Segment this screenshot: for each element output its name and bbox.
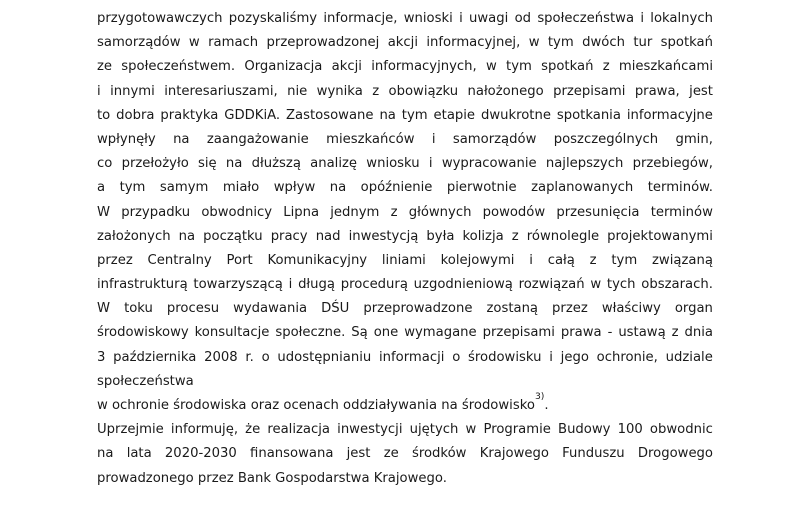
word: projektowanymi	[607, 228, 713, 244]
word: wynika	[316, 83, 363, 99]
word: i	[428, 156, 433, 172]
word: praktyka	[160, 107, 219, 123]
word: zaplanowanych	[531, 180, 634, 196]
word: to	[97, 107, 111, 123]
word: społeczeństwem.	[121, 59, 236, 75]
word: z	[511, 228, 519, 244]
word: a	[97, 180, 106, 196]
word: przełożyło	[121, 156, 189, 172]
word: miało	[222, 180, 260, 196]
text-line	[97, 321, 713, 345]
word: Są	[351, 325, 368, 341]
word: i	[459, 11, 463, 26]
word: od	[514, 11, 532, 26]
text-line	[97, 297, 713, 321]
word: tym	[506, 59, 532, 75]
word: one	[373, 325, 399, 341]
word: uwagi	[469, 11, 509, 26]
word: zaangażowanie	[206, 131, 309, 147]
word: z	[372, 83, 380, 99]
word: tym	[547, 35, 574, 51]
word: wpływ	[273, 180, 316, 196]
word: pierwotnie	[446, 180, 517, 196]
word: ochronie,	[596, 349, 658, 365]
word: w	[188, 35, 200, 51]
word: przez	[552, 301, 588, 317]
word: na	[173, 131, 190, 147]
word: wnioski	[403, 11, 453, 26]
word: lokalnych	[650, 11, 713, 26]
word: głównych	[408, 204, 472, 220]
word: W	[97, 301, 111, 317]
word: związaną	[652, 252, 713, 268]
word: realizacja	[267, 422, 331, 438]
word: inwestycji	[337, 422, 403, 438]
word: wniosku	[366, 156, 420, 172]
word: na	[379, 107, 396, 123]
word: informacyjnej,	[426, 35, 521, 51]
word: w	[465, 422, 477, 438]
word: mieszkańców	[326, 131, 415, 147]
word: tur	[633, 35, 653, 51]
text-line	[97, 201, 713, 225]
text-line: prowadzonego przez Bank Gospodarstwa Krajowego.	[97, 470, 447, 486]
word: akcji	[331, 59, 362, 75]
word: jego	[560, 349, 589, 365]
word: i	[97, 83, 101, 99]
word: z	[589, 252, 597, 268]
word: konsultacje	[194, 325, 270, 341]
text-line: społeczeństwa	[97, 373, 194, 389]
word: na	[225, 156, 243, 172]
word: o	[452, 349, 461, 365]
word: jednym	[330, 204, 380, 220]
word: jest	[346, 446, 371, 462]
word: powodów	[482, 204, 546, 220]
word: lata	[126, 446, 152, 462]
text-line	[97, 152, 713, 176]
word: poszczególnych	[553, 131, 659, 147]
word: dnia	[684, 325, 713, 341]
word: dwukrotne	[480, 107, 551, 123]
word: nałożonego	[467, 83, 544, 99]
word: w	[528, 35, 540, 51]
word: z	[602, 59, 610, 75]
word: samorządów	[97, 35, 181, 51]
word: co	[97, 156, 113, 172]
word: spotkań	[541, 59, 594, 75]
word: wydawania	[233, 301, 308, 317]
word: założonych	[97, 228, 171, 244]
word: 3	[97, 349, 106, 365]
word: kolejowymi	[440, 252, 515, 268]
word: przypadku	[121, 204, 191, 220]
word: wpłynęły	[97, 131, 156, 147]
word: na	[329, 180, 347, 196]
word: ramach	[208, 35, 259, 51]
word: Funduszu	[562, 446, 625, 462]
word: terminów	[650, 204, 713, 220]
text-line	[97, 176, 713, 200]
word: całą	[547, 252, 575, 268]
word: gmin,	[675, 131, 713, 147]
word: finansowana	[250, 446, 334, 462]
word: i	[529, 252, 533, 268]
word: Krajowego	[479, 446, 549, 462]
word: najlepszych	[545, 156, 624, 172]
word: liniami	[381, 252, 426, 268]
word: W	[97, 204, 111, 220]
word: przeprowadzone	[363, 301, 473, 317]
word: tym	[611, 252, 638, 268]
word: procedurą	[340, 277, 408, 293]
text-line	[97, 7, 713, 31]
word: prawa,	[634, 83, 680, 99]
word: DŚU	[321, 301, 350, 317]
word: na	[97, 446, 114, 462]
word: spotkań	[660, 35, 713, 51]
word: przygotowawczych	[97, 11, 223, 26]
footnote-reference: 3)	[534, 391, 545, 403]
word: środków	[411, 446, 467, 462]
text-line	[97, 249, 713, 273]
word: się	[198, 156, 217, 172]
text-line	[97, 31, 713, 55]
word: ustawą	[618, 325, 666, 341]
text-line	[97, 346, 713, 370]
word: środowisku	[468, 349, 542, 365]
word: była	[426, 228, 455, 244]
word: tym	[401, 107, 428, 123]
word: procesu	[166, 301, 220, 317]
word: Programie	[483, 422, 551, 438]
word: mieszkańcami	[618, 59, 713, 75]
text-segment: w ochronie środowiska oraz ocenach oddziaływania na środowisko	[97, 398, 535, 413]
word: przebiegów,	[632, 156, 713, 172]
word: społeczeństwa	[537, 11, 635, 26]
word: przesunięcia	[556, 204, 640, 220]
word: 2008	[204, 349, 238, 365]
word: Centralny	[147, 252, 212, 268]
word: jest	[689, 83, 713, 99]
word: informacyjne	[626, 107, 713, 123]
word: informacji	[379, 349, 445, 365]
word: prawa	[560, 325, 602, 341]
word: w	[590, 277, 602, 293]
word: na	[178, 228, 196, 244]
word: r.	[245, 349, 254, 365]
word: Uprzejmie	[97, 422, 164, 438]
word: Lipna	[283, 204, 320, 220]
word: Budowy	[558, 422, 611, 438]
word: spotkania	[556, 107, 621, 123]
word: w	[485, 59, 497, 75]
word: właściwy	[601, 301, 661, 317]
word: pracy	[270, 228, 308, 244]
text-segment: .	[544, 398, 549, 413]
word: przepisami	[553, 83, 626, 99]
word: terminów.	[647, 180, 713, 196]
word: akcji	[387, 35, 418, 51]
word: uzgodnieniową	[413, 277, 513, 293]
word: i	[549, 349, 553, 365]
word: początku	[203, 228, 263, 244]
word: inwestycją	[348, 228, 419, 244]
text-line	[97, 442, 713, 466]
word: dwóch	[582, 35, 625, 51]
word: i	[288, 277, 293, 293]
word: środowiskowy	[97, 325, 189, 341]
word: informuję,	[170, 422, 239, 438]
word: że	[245, 422, 261, 438]
word: dobra	[116, 107, 155, 123]
word: Zastosowane	[286, 107, 374, 123]
word: ujętych	[409, 422, 459, 438]
word: przepisami	[482, 325, 555, 341]
word: i	[431, 131, 436, 147]
text-line	[97, 418, 713, 442]
word: równolegle	[526, 228, 600, 244]
word: GDDKiA.	[224, 107, 281, 123]
word: informacje,	[323, 11, 398, 26]
word: etapie	[433, 107, 476, 123]
word: 100	[617, 422, 643, 438]
word: nad	[315, 228, 341, 244]
word: wypracowanie	[441, 156, 537, 172]
word: obowiązku	[388, 83, 459, 99]
word: samym	[159, 180, 209, 196]
word: ze	[383, 446, 399, 462]
word: samorządów	[452, 131, 537, 147]
word: społeczne.	[275, 325, 346, 341]
text-line	[97, 128, 713, 152]
word: nie	[287, 83, 308, 99]
word: października	[113, 349, 197, 365]
word: zostaną	[486, 301, 539, 317]
word: tym	[119, 180, 146, 196]
word: Komunikacyjny	[267, 252, 368, 268]
word: i	[640, 11, 644, 26]
word: pozyskaliśmy	[228, 11, 318, 26]
word: informacyjnych,	[371, 59, 477, 75]
word: toku	[124, 301, 153, 317]
text-line	[97, 55, 713, 79]
word: organ	[674, 301, 713, 317]
word: -	[607, 325, 613, 341]
text-line	[97, 391, 713, 418]
word: przez	[97, 252, 133, 268]
word: Drogowego	[637, 446, 713, 462]
word: dłuższą	[251, 156, 301, 172]
word: Port	[226, 252, 253, 268]
word: 2020-2030	[164, 446, 237, 462]
word: opóźnienie	[360, 180, 433, 196]
text-line	[97, 80, 713, 104]
word: przeprowadzonej	[266, 35, 380, 51]
word: obszarach.	[641, 277, 713, 293]
word: analizę	[310, 156, 358, 172]
word: z	[671, 325, 679, 341]
word: długą	[298, 277, 335, 293]
word: kolizja	[462, 228, 504, 244]
word: udziale	[665, 349, 713, 365]
text-line	[97, 104, 713, 128]
word: udostępnianiu	[277, 349, 372, 365]
word: z	[390, 204, 398, 220]
word: o	[261, 349, 270, 365]
word: obwodnic	[649, 422, 713, 438]
word: wymagane	[404, 325, 477, 341]
word: interesariuszami,	[164, 83, 278, 99]
document-text	[97, 7, 713, 491]
word: rozwiązań	[518, 277, 585, 293]
word: tych	[606, 277, 636, 293]
text-line	[97, 225, 713, 249]
word: Organizacja	[244, 59, 323, 75]
word: infrastrukturą	[97, 277, 188, 293]
word: innymi	[110, 83, 155, 99]
word: towarzyszącą	[193, 277, 283, 293]
word: ze	[97, 59, 113, 75]
text-line	[97, 273, 713, 297]
word: obwodnicy	[201, 204, 273, 220]
